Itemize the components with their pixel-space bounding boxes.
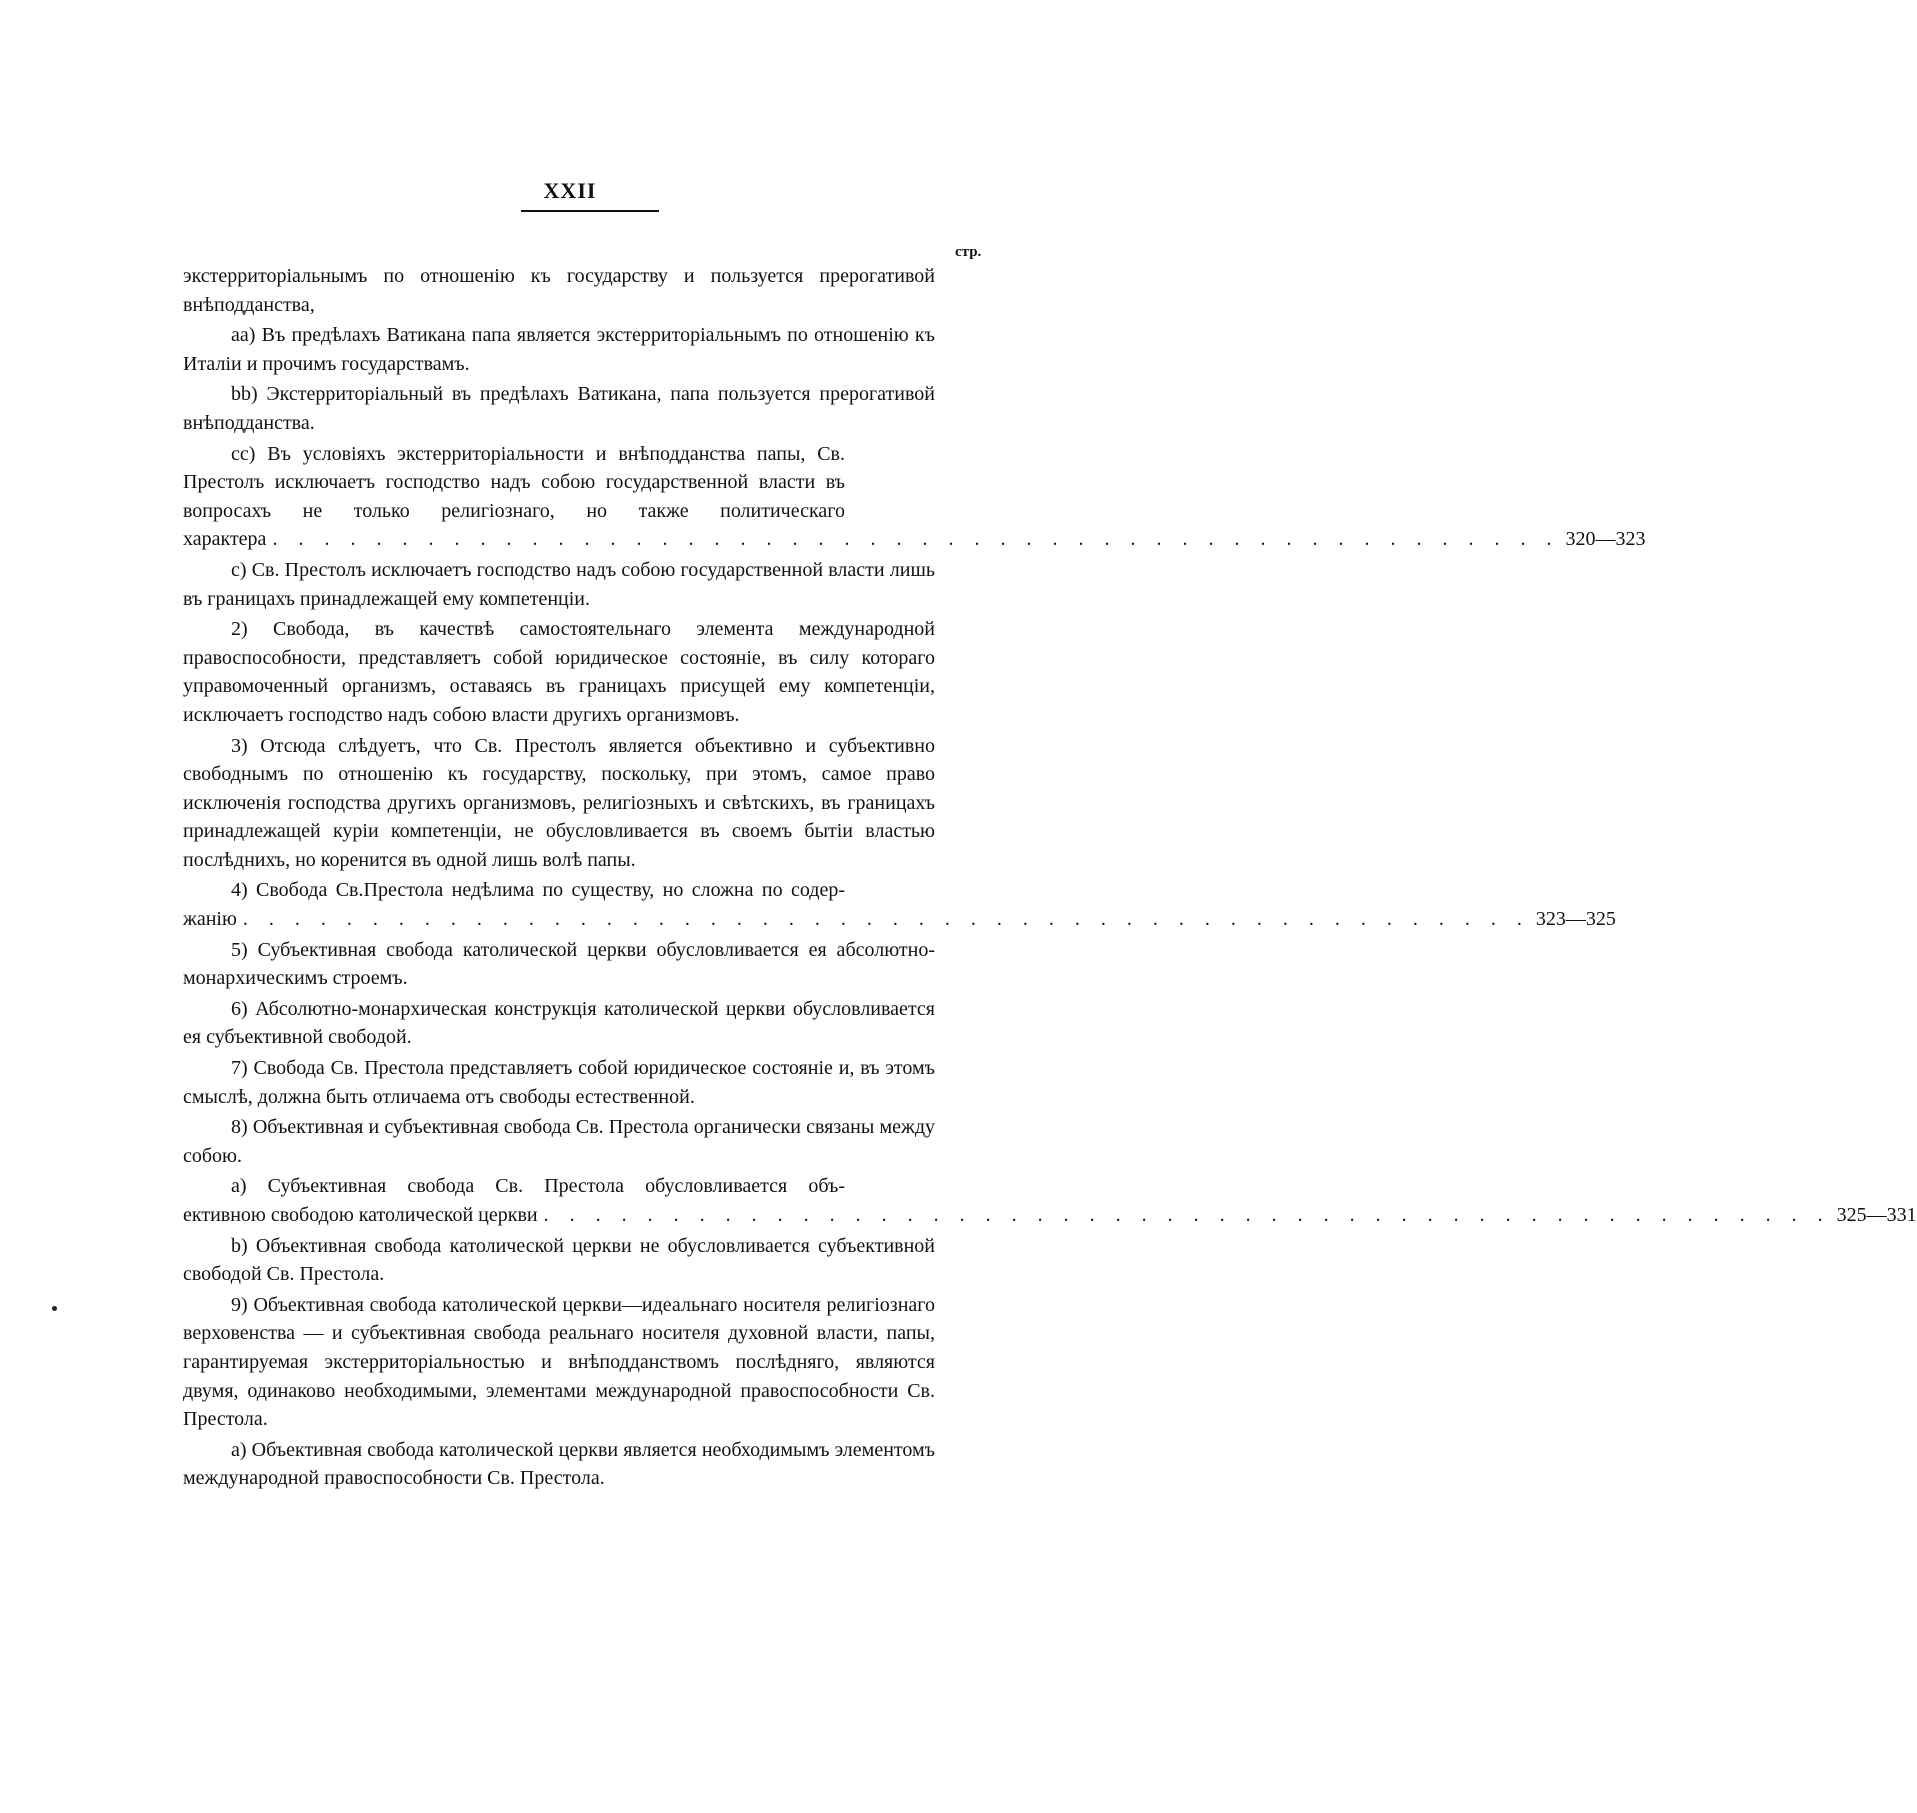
paragraph-aa: аа) Въ предѣлахъ Ватикана папа является экстерриторіальнымъ по отношенію къ Италіи и прочимъ государствамъ. [183,324,935,375]
toc-entry-4-last-line [183,905,1616,934]
paragraph-9a: а) Объективная свобода католической церкви является необходимымъ элементомъ международной правоспособности Св. Престола. [183,1438,935,1490]
toc-entry-4 [183,876,1616,933]
page-column-label: стр. [955,244,982,260]
toc-entry-cc-pages: 320—323 [1565,528,1646,551]
toc-entry-cc-last-line [183,525,1646,554]
stray-ink-mark [52,1306,57,1311]
paragraph-5: 5) Субъективная свобода католической церкви обусловливается ея абсолютно-монархическимъ строемъ. [183,938,935,990]
toc-entry-cc-text: сс) Въ условіяхъ экстерриторіальности и внѣподданства папы, Св. Престолъ исключаетъ господство надъ собою государственной власти въ вопросахъ не только религіознаго, но также политическаго [183,442,845,522]
toc-entry-8a-pages: 325—331 [1836,1204,1917,1226]
paragraph-continued: экстерриторіальнымъ по отношенію къ государству и пользуется прерогативой внѣподданства, [183,265,935,316]
toc-entry-4-text: 4) Свобода Св.Престола недѣлима по существу, но сложна по содер- [231,879,845,902]
paragraph-c: с) Св. Престолъ исключаетъ господство надъ собою государственной власти лишь въ границахъ принадлежащей ему компетенціи. [183,558,935,610]
toc-entry-8a [183,1172,1917,1229]
leader-dots: . . . . . . . . . . . . . . . . . . . . . . . . . . . . . . . . . . . . . . . . . . . . . . . . . . [543,1204,1831,1226]
toc-entry-cc [183,440,1646,554]
paragraph-bb: bb) Экстерриторіальный въ предѣлахъ Ватикана, папа пользуется прерогативой внѣподданства. [183,383,935,434]
page-number: XXII [543,178,597,203]
page-body [183,262,1917,1495]
leader-dots: . . . . . . . . . . . . . . . . . . . . . . . . . . . . . . . . . . . . . . . . . . . . . . . . . . [242,908,1530,931]
paragraph-6: 6) Абсолютно-монархическая конструкція католической церкви обусловливается ея субъективной свободой. [183,997,935,1049]
header-rule [521,210,659,212]
paragraph-2: 2) Свобода, въ качествѣ самостоятельнаго элемента международной правоспособности, представляетъ собой юридическое состояніе, въ силу котораго управомоченный организмъ, оставаясь въ границахъ присущей ему компетенціи, исключаетъ господство надъ собою власти другихъ организмовъ. [183,618,935,726]
toc-entry-4-pages: 323—325 [1535,908,1616,931]
paragraph-3: 3) Отсюда слѣдуетъ, что Св. Престолъ является объективно и субъективно свободнымъ по отношенію къ государству, поскольку, при этомъ, самое право исключенія господства другихъ организмовъ, религіозныхъ и свѣтскихъ, въ границахъ принадлежащей куріи компетенціи, не обусловливается въ своемъ бытіи властью послѣднихъ, но коренится въ одной лишь волѣ папы. [183,734,935,871]
paragraph-8b: b) Объективная свобода католической церкви не обусловливается субъективной свободой Св. Престола. [183,1234,935,1286]
toc-entry-8a-last-line [183,1201,1917,1230]
toc-entry-cc-tail: характера [183,528,267,551]
paragraph-8: 8) Объективная и субъективная свобода Св. Престола органически связаны между собою. [183,1116,935,1167]
toc-entry-4-tail: жанію [183,908,237,931]
leader-dots: . . . . . . . . . . . . . . . . . . . . . . . . . . . . . . . . . . . . . . . . . . . . . . . . . . [272,528,1560,551]
toc-entry-8a-text: а) Субъективная свобода Св. Престола обусловливается объ- [231,1175,845,1198]
toc-entry-8a-tail: ективною свободою католической церкви [183,1204,538,1226]
paragraph-9: 9) Объективная свобода католической церкви—идеальнаго носителя религіознаго верховенства — и субъективная свобода реальнаго носителя духовной власти, папы, гарантируемая экстерриторіальностью и внѣподданствомъ послѣдняго, являются двумя, одинаково необходимыми, элементами международной правоспособности Св. Престола. [183,1293,935,1431]
paragraph-7: 7) Свобода Св. Престола представляетъ собой юридическое состояніе и, въ этомъ смыслѣ, должна быть отличаема отъ свободы естественной. [183,1057,935,1108]
